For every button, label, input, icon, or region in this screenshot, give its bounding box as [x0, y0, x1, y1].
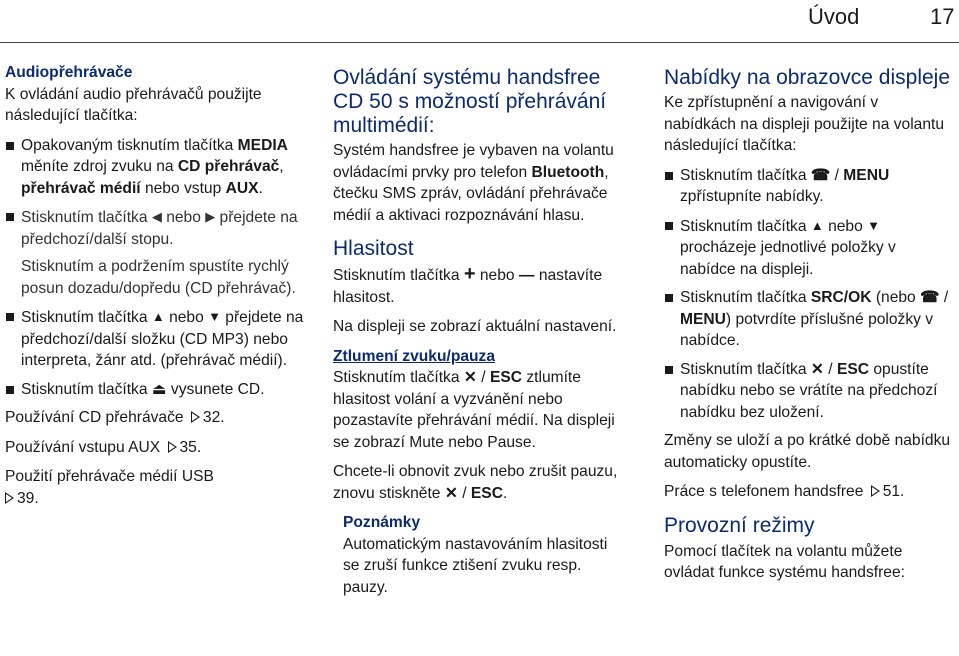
- page-ref-number: 39.: [17, 489, 39, 507]
- note-heading: Poznámky: [343, 514, 421, 531]
- bullet-media-source: [5, 135, 305, 200]
- minus-icon: —: [518, 267, 535, 284]
- esc-label: ESC: [836, 360, 870, 378]
- bullet-square-icon: [665, 294, 673, 302]
- bullet-folder-navigation: [5, 306, 305, 372]
- paragraph-unmute: [333, 461, 625, 504]
- source-aux: AUX: [225, 179, 259, 197]
- bullet-square-icon: [6, 386, 14, 394]
- bullet-subtext-fast-seek: Stisknutím a podržením spustíte rychlý posun dozadu/dopředu (CD přehrávač).: [21, 258, 296, 297]
- up-arrow-icon: ▲: [810, 217, 824, 233]
- button-label-media: MEDIA: [237, 136, 288, 154]
- note-box: [333, 512, 625, 598]
- bluetooth-label: Bluetooth: [531, 163, 605, 181]
- section-heading-mute: Ztlumení zvuku/pauza: [333, 347, 496, 365]
- eject-icon: ⏏: [151, 380, 167, 398]
- mute-icon: ✕: [463, 369, 477, 386]
- bullet-square-icon: [6, 213, 14, 221]
- src-ok-label: SRC/OK: [810, 289, 872, 306]
- text: ztlumíte hlasitost volání a vyzvánění nebo pozastavíte přehrávání médií. Na displeji se zobrazí Mute nebo Pause.: [333, 369, 615, 451]
- text: Práce s telefonem handsfree: [664, 483, 868, 500]
- plus-icon: +: [463, 263, 476, 285]
- text: Systém handsfree je vybaven na volantu ovládacími prvky pro telefon: [333, 142, 614, 181]
- text: Stisknutím tlačítka: [680, 289, 811, 306]
- paragraph-volume: [333, 264, 625, 308]
- bullet-square-icon: [6, 142, 14, 150]
- phone-icon: ☎: [920, 289, 940, 306]
- text: , čtečku SMS zpráv, ovládání přehrávače médií a aktivaci rozpoznávání hlasu.: [333, 163, 609, 224]
- text: nastavíte hlasitost.: [333, 267, 603, 306]
- bullet-eject: [5, 379, 305, 401]
- down-arrow-icon: ▼: [208, 309, 221, 324]
- text: Opakovaným tisknutím tlačítka: [21, 136, 238, 154]
- bullet-square-icon: [665, 172, 673, 180]
- section-heading-volume: Hlasitost: [333, 237, 414, 260]
- bullet-square-icon: [6, 313, 14, 321]
- text: přejdete na předchozí/další stopu.: [21, 209, 298, 248]
- text: vysunete CD.: [166, 380, 265, 398]
- text: nebo: [823, 217, 868, 235]
- text: Používání CD přehrávače: [5, 409, 188, 426]
- bullet-track-navigation: [5, 206, 305, 299]
- text: nebo: [164, 309, 209, 326]
- paragraph-auto-exit: Změny se uloží a po krátké době nabídku automaticky opustíte.: [664, 432, 951, 471]
- mute-icon: ✕: [444, 484, 458, 502]
- paragraph-handsfree-intro: [333, 140, 625, 226]
- bullet-confirm: [664, 287, 954, 352]
- page-header-title: Úvod: [808, 4, 860, 29]
- bullet-square-icon: [665, 222, 673, 230]
- page-ref-number: 51.: [882, 483, 905, 500]
- text: nebo vstup: [140, 179, 226, 197]
- right-arrow-icon: ▶: [205, 209, 216, 224]
- text: ,: [279, 158, 284, 175]
- bullet-scroll-items: [664, 215, 954, 281]
- text: Stisknutím tlačítka: [680, 217, 811, 235]
- column-audio-players: [5, 62, 305, 517]
- text: (nebo: [871, 289, 921, 306]
- text: Chcete-li obnovit zvuk nebo zrušit pauzu, znovu stiskněte: [333, 463, 618, 502]
- text: Stisknutím tlačítka: [680, 360, 811, 378]
- page-reference-icon: [871, 485, 880, 497]
- text: .: [502, 484, 508, 502]
- crossref-aux-input[interactable]: [5, 437, 305, 459]
- text: .: [258, 179, 263, 197]
- page-reference-icon: [5, 492, 14, 504]
- crossref-handsfree-phone[interactable]: [664, 481, 954, 503]
- source-media-player: přehrávač médií: [21, 179, 141, 197]
- down-arrow-icon: ▼: [867, 217, 880, 233]
- text: Stisknutím tlačítka: [333, 267, 464, 284]
- page-ref-number: 32.: [202, 409, 225, 426]
- esc-label: ESC: [470, 484, 503, 502]
- text: Používání vstupu AUX: [5, 438, 165, 456]
- menu-label: MENU: [843, 166, 890, 184]
- text: Stisknutím tlačítka: [21, 309, 152, 326]
- text: nebo: [475, 267, 519, 284]
- paragraph-volume-display: Na displeji se zobrazí aktuální nastavení.: [333, 318, 617, 335]
- text: /: [823, 360, 837, 378]
- bullet-exit-menu: [664, 359, 954, 424]
- column-display-menus: [664, 66, 954, 592]
- paragraph-mute: [333, 367, 625, 453]
- paragraph-menus-intro: Ke zpřístupnění a navigování v nabídkách na displeji použijte na volantu následující tlačítka:: [664, 94, 945, 154]
- page-reference-icon: [191, 411, 200, 423]
- note-text: Automatickým nastavováním hlasitosti se zruší funkce ztišení zvuku resp. pauzy.: [343, 535, 608, 596]
- text: /: [830, 166, 844, 184]
- text: Stisknutím tlačítka: [680, 166, 811, 184]
- text: /: [457, 484, 471, 502]
- crossref-cd-player[interactable]: [5, 407, 305, 429]
- paragraph-modes: Pomocí tlačítek na volantu můžete ovládat funkce systému handsfree:: [664, 542, 905, 581]
- page-number: 17: [930, 4, 955, 29]
- menu-label: MENU: [680, 310, 726, 328]
- page-reference-icon: [168, 441, 177, 453]
- phone-icon: ☎: [810, 166, 831, 184]
- page-ref-number: 35.: [179, 438, 202, 456]
- source-cd: CD přehrávač: [177, 158, 280, 175]
- esc-label: ESC: [489, 369, 523, 386]
- header-divider: [0, 42, 959, 43]
- crossref-usb-media[interactable]: [5, 466, 305, 509]
- text: nebo: [161, 209, 206, 226]
- column-handsfree: [333, 66, 625, 598]
- section-heading-handsfree: Ovládání systému handsfree CD 50 s možností přehrávání multimédií:: [333, 66, 607, 137]
- bullet-open-menu: [664, 165, 954, 208]
- left-arrow-icon: ◀: [151, 209, 162, 224]
- text: Stisknutím tlačítka: [21, 209, 152, 226]
- bullet-square-icon: [665, 366, 673, 374]
- text: zpřístupníte nabídky.: [680, 188, 824, 205]
- text: procházeje jednotlivé položky v nabídce na displeji.: [680, 239, 896, 278]
- text: Stisknutím tlačítka: [333, 369, 464, 386]
- section-heading-audio-players: Audiopřehrávače: [5, 64, 133, 81]
- up-arrow-icon: ▲: [151, 309, 165, 324]
- text: /: [939, 289, 949, 306]
- text: měníte zdroj zvuku na: [21, 158, 178, 175]
- section-heading-display-menus: Nabídky na obrazovce displeje: [664, 66, 951, 89]
- text: Stisknutím tlačítka: [21, 380, 152, 398]
- text: /: [476, 369, 490, 386]
- text: přejdete na předchozí/další složku (CD MP3) nebo interpreta, žánr atd. (přehrávač médií).: [21, 309, 304, 369]
- mute-icon: ✕: [810, 360, 824, 378]
- section-heading-modes: Provozní režimy: [664, 513, 815, 537]
- text: opustíte nabídku nebo se vrátíte na předchozí nabídku bez uložení.: [680, 360, 938, 421]
- text: Použití přehrávače médií USB: [5, 468, 214, 485]
- text: ) potvrdíte příslušné položky v nabídce.: [680, 310, 934, 349]
- paragraph-intro: K ovládání audio přehrávačů použijte následující tlačítka:: [5, 85, 262, 124]
